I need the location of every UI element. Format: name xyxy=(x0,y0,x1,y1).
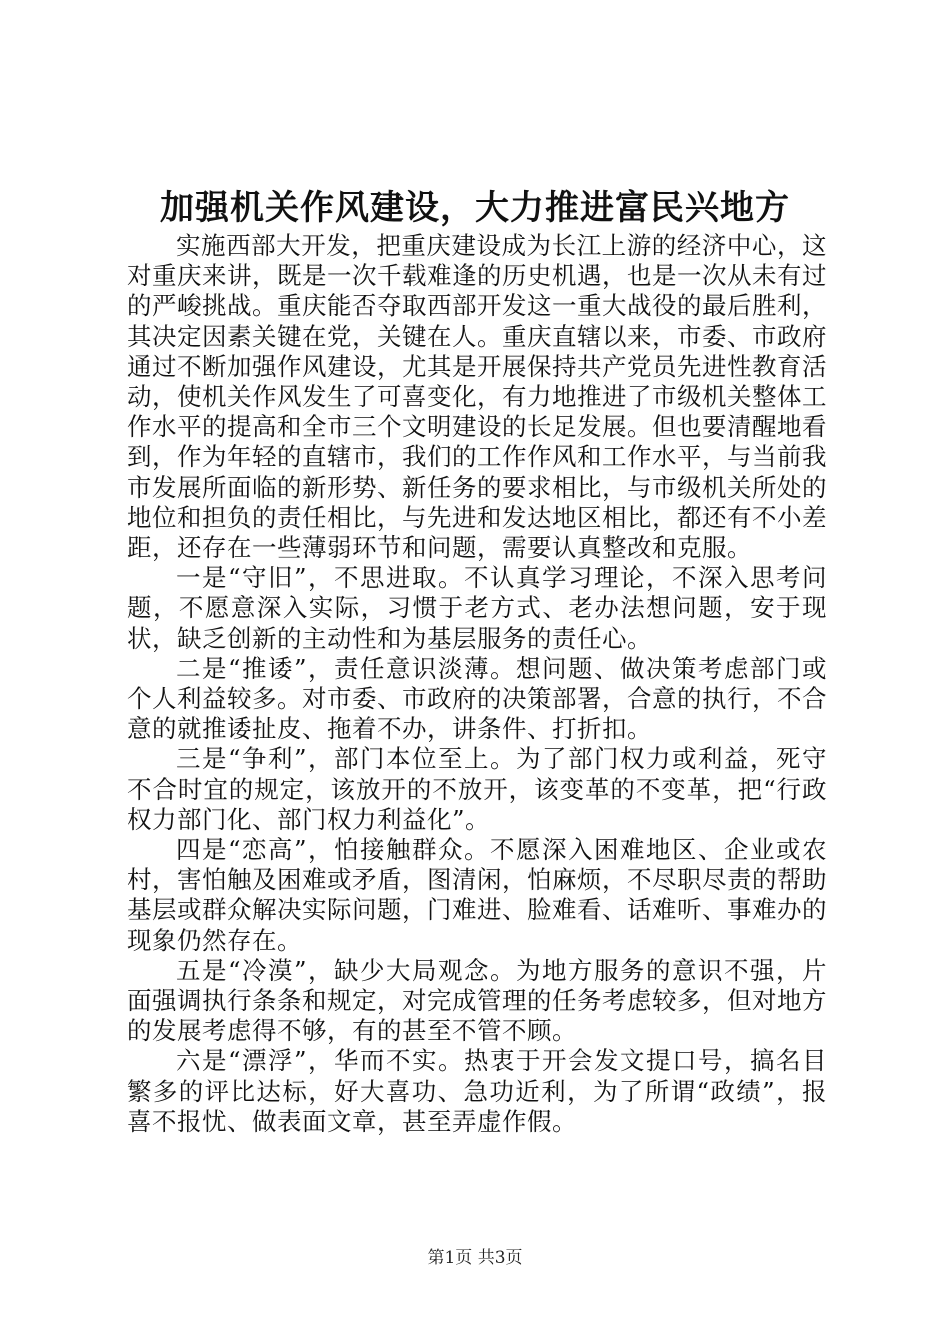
paragraph-point-5: 五是“冷漠”，缺少大局观念。为地方服务的意识不强，片面强调执行条条和规定，对完成管理的任务考虑较多，但对地方的发展考虑得不够，有的甚至不管不顾。 xyxy=(127,955,827,1046)
paragraph-intro: 实施西部大开发，把重庆建设成为长江上游的经济中心，这对重庆来讲，既是一次千载难逢的历史机遇，也是一次从未有过的严峻挑战。重庆能否夺取西部开发这一重大战役的最后胜利，其决定因素关键在党，关键在人。重庆直辖以来，市委、市政府通过不断加强作风建设，尤其是开展保持共产党员先进性教育活动，使机关作风发生了可喜变化，有力地推进了市级机关整体工作水平的提高和全市三个文明建设的长足发展。但也要清醒地看到，作为年轻的直辖市，我们的工作作风和工作水平，与当前我市发展所面临的新形势、新任务的要求相比，与市级机关所处的地位和担负的责任相比，与先进和发达地区相比，都还有不小差距，还存在一些薄弱环节和问题，需要认真整改和克服。 xyxy=(127,231,827,563)
paragraph-point-4: 四是“恋高”，怕接触群众。不愿深入困难地区、企业或农村，害怕触及困难或矛盾，图清闲，怕麻烦，不尽职尽责的帮助基层或群众解决实际问题，门难进、脸难看、话难听、事难办的现象仍然存在。 xyxy=(127,835,827,955)
paragraph-point-1: 一是“守旧”，不思进取。不认真学习理论，不深入思考问题，不愿意深入实际，习惯于老方式、老办法想问题，安于现状，缺乏创新的主动性和为基层服务的责任心。 xyxy=(127,563,827,653)
paragraph-point-6: 六是“漂浮”，华而不实。热衷于开会发文提口号，搞名目繁多的评比达标，好大喜功、急功近利，为了所谓“政绩”，报喜不报忧、做表面文章，甚至弄虚作假。 xyxy=(127,1046,827,1136)
page-number-footer: 第1页 共3页 xyxy=(427,1248,523,1268)
paragraph-point-2: 二是“推诿”，责任意识淡薄。想问题、做决策考虑部门或个人利益较多。对市委、市政府的决策部署，合意的执行，不合意的就推诿扯皮、拖着不办，讲条件、打折扣。 xyxy=(127,653,827,744)
document-body xyxy=(127,231,827,1137)
paragraph-point-3: 三是“争利”，部门本位至上。为了部门权力或利益，死守不合时宜的规定，该放开的不放开，该变革的不变革，把“行政权力部门化、部门权力利益化”。 xyxy=(127,744,827,834)
document-title: 加强机关作风建设，大力推进富民兴地方 xyxy=(160,188,790,228)
